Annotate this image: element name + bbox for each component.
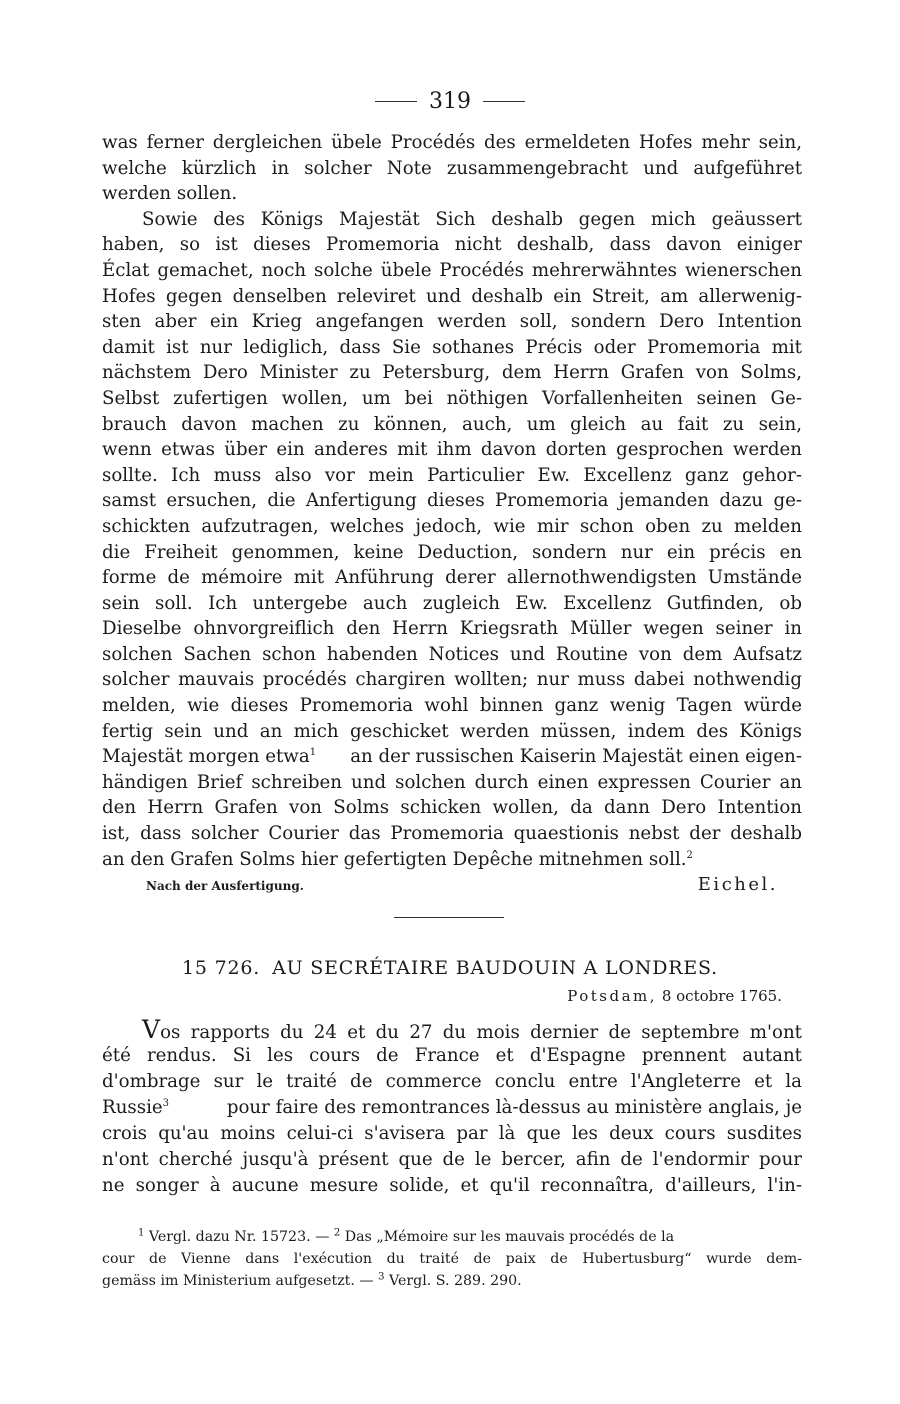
text-line (102, 1017, 802, 1043)
footnote-ref: 1 (309, 747, 317, 759)
text-line: ist, dass solcher Courier das Promemoria quaestionis nebst der deshalb (102, 823, 802, 845)
date: 8 octobre 1765. (661, 987, 782, 1005)
text-segment (102, 744, 316, 770)
text-line: nächstem Dero Minister zu Petersburg, dem Herrn Grafen von Solms, (102, 362, 802, 384)
text-fragment: Russie (102, 1097, 163, 1118)
text-line (102, 744, 802, 770)
text-line: été rendus. Si les cours de France et d'Espagne prennent autant (102, 1045, 802, 1066)
text-line: damit ist nur lediglich, dass Sie sothanes Précis oder Promemoria mit (102, 336, 802, 358)
letter-body (102, 1017, 802, 1199)
page-header (0, 86, 900, 116)
text-line: crois qu'au moins celui-ci s'avisera par là que les deux cours susdites (102, 1123, 802, 1144)
text-line: händigen Brief schreiben und solchen durch einen expressen Courier an (102, 771, 802, 793)
section-divider (394, 917, 504, 918)
text-line: werden sollen. (102, 183, 238, 205)
footnote-ref: 2 (686, 849, 693, 861)
footnote-text: gemäss im Ministerium aufgesetzt. — (102, 1273, 374, 1289)
signature: Eichel. (697, 874, 778, 895)
text-line: Selbst zufertigen wollen, um bei nöthigen Vorfallenheiten seinen Ge- (102, 387, 802, 409)
text-line: solchen Sachen schon habenden Notices und Routine von dem Aufsatz (102, 643, 802, 665)
text-line: Éclat gemachet, noch solche übele Procédés mehrerwähntes wienerschen (102, 259, 802, 281)
text-line (102, 847, 802, 873)
footnote-mark: 1 (138, 1227, 145, 1239)
text-line: was ferner dergleichen übele Procédés des ermeldeten Hofes mehr sein, (102, 132, 802, 153)
footnote-text: Vergl. S. 289. 290. (389, 1273, 522, 1289)
place: Potsdam, (567, 987, 658, 1005)
footnote-text: Vergl. dazu Nr. 15723. — (148, 1229, 330, 1245)
footnote-ref: 3 (162, 1097, 170, 1109)
text-line: sein soll. Ich untergebe auch zugleich Ew. Excellenz Gutfinden, ob (102, 592, 802, 614)
text-line: Hofes gegen denselben releviret und deshalb ein Streit, am allerwenig- (102, 285, 802, 307)
footnote-line: cour de Vienne dans l'exécution du traité de paix de Hubertusburg“ wurde dem- (102, 1251, 802, 1267)
text-line: die Freiheit genommen, keine Deduction, sondern nur ein précis en (102, 541, 802, 563)
text-line: samst ersuchen, die Anfertigung dieses Promemoria jemanden dazu ge- (102, 490, 802, 512)
header-dash-right (483, 101, 525, 102)
document-heading (0, 957, 900, 979)
text-line: sollte. Ich muss also vor mein Particulier Ew. Excellenz ganz gehor- (102, 464, 802, 486)
signature-row (146, 874, 778, 900)
document-title: AU SECRÉTAIRE BAUDOUIN A LONDRES. (272, 957, 719, 979)
text-line: ne songer à aucune mesure solide, et qu'il reconnaîtra, d'ailleurs, l'in- (102, 1175, 802, 1196)
text-line: Dieselbe ohnvorgreiflich den Herrn Kriegsrath Müller wegen seiner in (102, 618, 802, 640)
text-line: d'ombrage sur le traité de commerce conclu entre l'Angleterre et la (102, 1071, 802, 1092)
header-dash-left (375, 101, 417, 102)
footnotes (102, 1226, 802, 1292)
text-line: den Herrn Grafen von Solms schicken wollen, da dann Dero Intention (102, 797, 802, 819)
footnote-mark: 3 (378, 1271, 385, 1283)
text-line: schickten aufzutragen, welches jedoch, wie mir schon oben zu melden (102, 515, 802, 537)
footnote-line (102, 1270, 802, 1292)
text-line: Sowie des Königs Majestät Sich deshalb gegen mich geäussert (142, 208, 802, 230)
text-fragment: os rapports du 24 et du 27 du mois dernier de septembre m'ont (160, 1022, 802, 1043)
text-line: sten aber ein Krieg angefangen werden soll, sondern Dero Intention (102, 311, 802, 333)
text-line: wenn etwas über ein anderes mit ihm davon dorten gesprochen werden (102, 439, 802, 461)
text-line: haben, so ist dieses Promemoria nicht deshalb, dass davon einiger (102, 234, 802, 256)
text-line: welche kürzlich in solcher Note zusammengebracht und aufgeführet (102, 157, 802, 179)
text-fragment: an den Grafen Solms hier gefertigten Depêche mitnehmen soll. (102, 848, 687, 870)
footnote-text: Das „Mémoire sur les mauvais procédés de la (344, 1229, 675, 1245)
text-line: melden, wie dieses Promemoria wohl binnen ganz wenig Tagen würde (102, 695, 802, 717)
footnote-mark: 2 (333, 1227, 341, 1239)
text-segment: an der russischen Kaiserin Majestät einen eigen- (350, 746, 802, 768)
dateline (567, 987, 782, 1005)
text-fragment: Majestät morgen etwa (102, 746, 310, 768)
text-line: solcher mauvais procédés chargiren wollten; nur muss dabei nothwendig (102, 669, 802, 691)
text-segment: pour faire des remontrances là-dessus au ministère anglais, je (226, 1097, 802, 1118)
text-line: n'ont cherché jusqu'à présent que de le bercer, afin de l'endormir pour (102, 1149, 802, 1170)
text-line: fertig sein und an mich geschicket werden müssen, indem des Königs (102, 720, 802, 742)
page-number: 319 (429, 88, 471, 114)
text-line: forme de mémoire mit Anführung derer allernothwendigsten Umstände (102, 567, 802, 589)
footnote-line (102, 1226, 802, 1248)
text-line: brauch davon machen zu können, auch, um gleich au fait zu sein, (102, 413, 802, 435)
drop-cap: V (142, 1015, 161, 1044)
source-note: Nach der Ausfertigung. (146, 879, 304, 893)
text-line (102, 1095, 802, 1121)
text-segment (102, 1095, 169, 1121)
document-number: 15 726. (181, 957, 261, 979)
letter-continuation (102, 130, 802, 872)
